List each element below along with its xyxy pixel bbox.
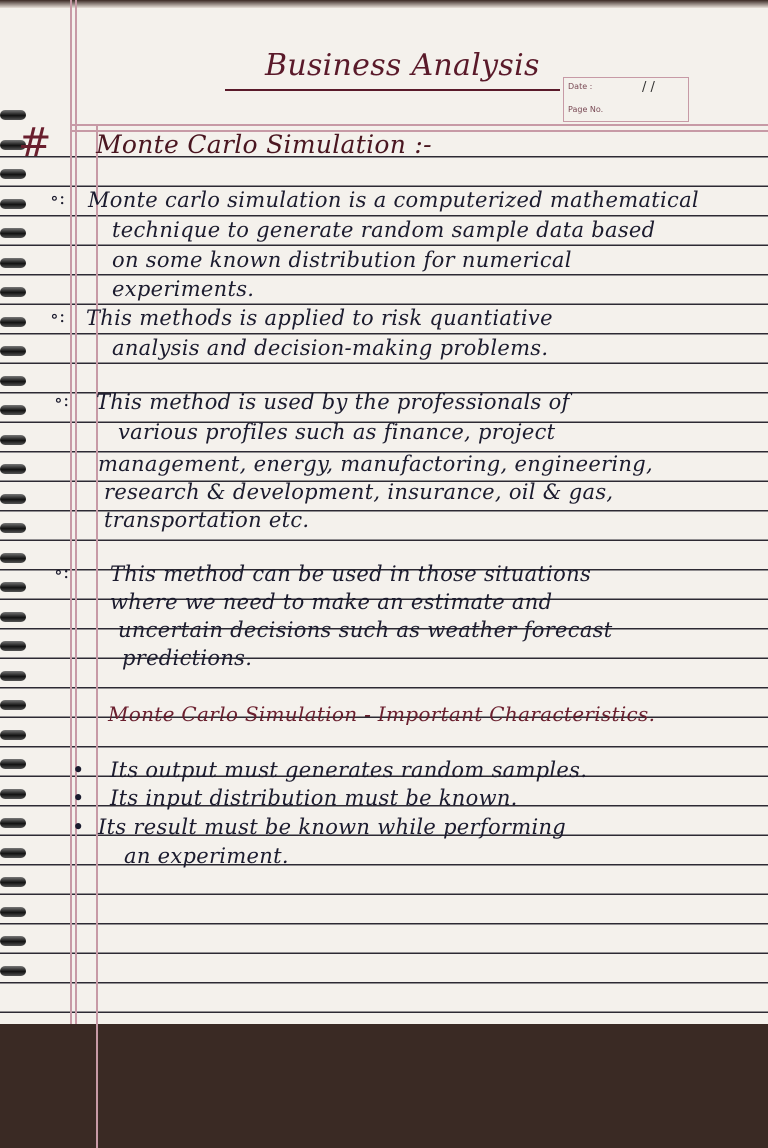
margin-line-left xyxy=(70,0,72,1024)
paragraph-line: on some known distribution for numerical xyxy=(112,248,572,272)
spiral-ring xyxy=(0,848,26,858)
date-box xyxy=(563,77,689,122)
paragraph-marker: ∘: xyxy=(54,390,70,411)
spiral-ring xyxy=(0,464,26,474)
spiral-ring xyxy=(0,877,26,887)
paragraph-line: This method is used by the professionals of xyxy=(96,390,570,414)
spiral-ring xyxy=(0,759,26,769)
spiral-ring xyxy=(0,523,26,533)
date-value: / / xyxy=(642,80,655,95)
bullet-dot: • xyxy=(72,815,85,839)
characteristics-heading: Monte Carlo Simulation - Important Characteristics. xyxy=(108,702,656,726)
bullet-dot: • xyxy=(72,758,85,782)
spiral-ring xyxy=(0,287,26,297)
spiral-ring xyxy=(0,789,26,799)
date-label: Date : xyxy=(568,82,593,91)
paragraph-marker: ∘: xyxy=(54,562,70,583)
spiral-ring xyxy=(0,936,26,946)
spiral-ring xyxy=(0,228,26,238)
spiral-ring xyxy=(0,258,26,268)
spiral-ring xyxy=(0,582,26,592)
margin-line-left-inner xyxy=(75,0,77,1024)
title-underline xyxy=(225,89,560,91)
paragraph-line: various profiles such as finance, project xyxy=(118,420,556,444)
paragraph-line: This methods is applied to risk quantiative xyxy=(86,306,553,330)
spiral-ring xyxy=(0,818,26,828)
spiral-ring xyxy=(0,612,26,622)
paragraph-line: uncertain decisions such as weather forecast xyxy=(118,618,613,642)
characteristic-item: an experiment. xyxy=(124,844,289,868)
paragraph-line: This method can be used in those situations xyxy=(110,562,592,586)
paragraph-line: where we need to make an estimate and xyxy=(110,590,553,614)
spiral-ring xyxy=(0,966,26,976)
spiral-ring xyxy=(0,169,26,179)
paragraph-line: analysis and decision-making problems. xyxy=(112,336,549,360)
spiral-binding xyxy=(0,110,30,1010)
paragraph-line: technique to generate random sample data based xyxy=(112,218,656,242)
section-heading: Monte Carlo Simulation :- xyxy=(96,130,432,159)
spiral-ring xyxy=(0,700,26,710)
bullet-dot: • xyxy=(72,786,85,810)
spiral-ring xyxy=(0,641,26,651)
characteristic-item: Its output must generates random samples. xyxy=(110,758,588,782)
spiral-ring xyxy=(0,494,26,504)
spiral-ring xyxy=(0,376,26,386)
spiral-ring xyxy=(0,405,26,415)
page-no-label: Page No. xyxy=(568,105,604,114)
spiral-ring xyxy=(0,730,26,740)
spiral-ring xyxy=(0,907,26,917)
spiral-ring xyxy=(0,110,26,120)
header-rule-top xyxy=(70,124,768,126)
characteristic-item: Its result must be known while performing xyxy=(98,815,567,839)
paragraph-marker: ∘: xyxy=(50,306,66,327)
paragraph-line: predictions. xyxy=(122,646,253,670)
paragraph-line: transportation etc. xyxy=(104,508,310,532)
spiral-ring xyxy=(0,671,26,681)
page-top-edge xyxy=(0,0,768,8)
margin-line-text xyxy=(96,124,98,1148)
spiral-ring xyxy=(0,346,26,356)
spiral-ring xyxy=(0,317,26,327)
characteristic-item: Its input distribution must be known. xyxy=(110,786,518,810)
spiral-ring xyxy=(0,199,26,209)
paragraph-line: experiments. xyxy=(112,277,255,301)
paragraph-line: Monte carlo simulation is a computerized mathematical xyxy=(88,188,699,212)
paragraph-line: research & development, insurance, oil & gas, xyxy=(104,480,614,504)
spiral-ring xyxy=(0,553,26,563)
page-title: Business Analysis xyxy=(265,48,540,83)
paragraph-marker: ∘: xyxy=(50,188,66,209)
spiral-ring xyxy=(0,435,26,445)
paragraph-line: management, energy, manufactoring, engineering, xyxy=(98,452,653,476)
heading-hash: # xyxy=(18,120,52,166)
